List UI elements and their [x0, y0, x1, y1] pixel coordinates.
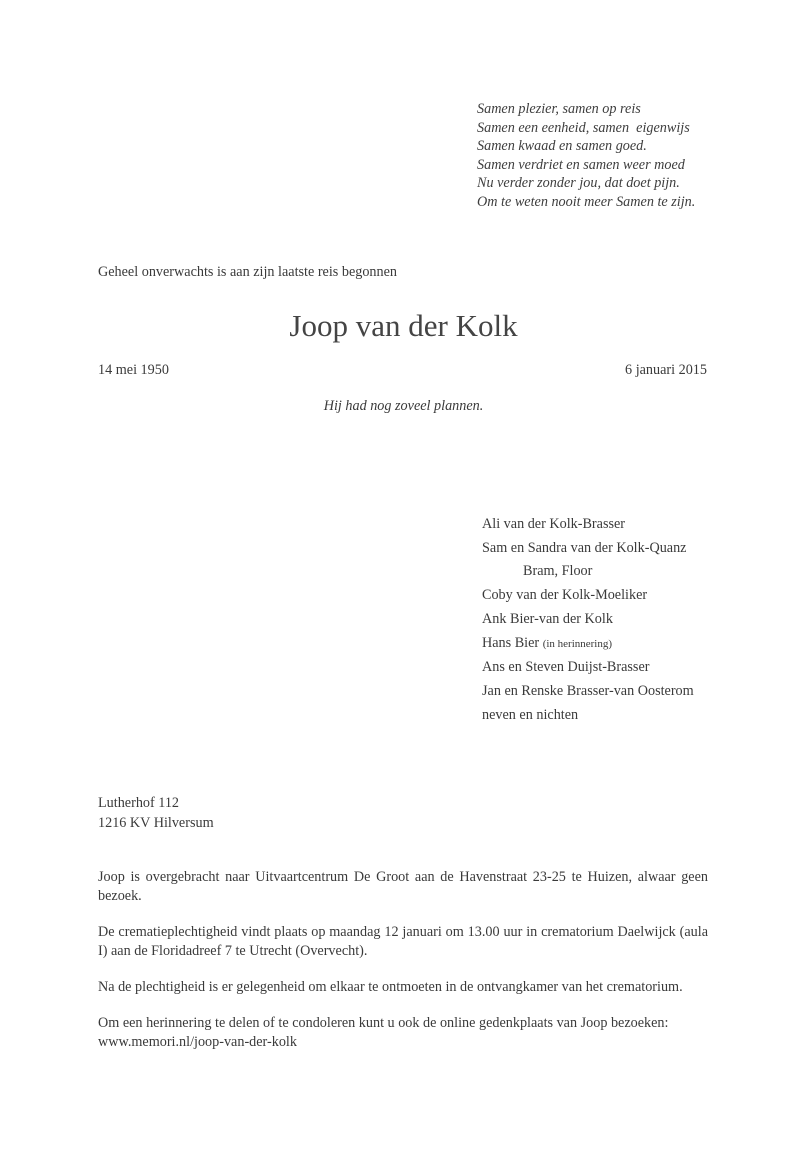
condolence-text: Om een herinnering te delen of te condoleren kunt u ook de online gedenkplaats van Joop bezoeken: [98, 1015, 669, 1031]
family-member: Ans en Steven Duijst-Brasser [482, 659, 650, 676]
family-member: Sam en Sandra van der Kolk-Quanz [482, 539, 687, 556]
family-member: Ank Bier-van der Kolk [482, 610, 613, 627]
deceased-name: Joop van der Kolk [289, 308, 518, 343]
family-member-name: Hans Bier [482, 634, 540, 651]
address-block [98, 794, 214, 833]
family-member: Jan en Renske Brasser-van Oosterom [482, 682, 694, 699]
paragraph-ceremony: De crematieplechtigheid vindt plaats op maandag 12 januari om 13.00 uur in crematorium Daelwijck (aula I) aan de Floridadreef 7 te Utrecht (Overvecht). [98, 924, 708, 959]
poem-line: Samen plezier, samen op reis [477, 101, 641, 117]
family-member: neven en nichten [482, 706, 579, 723]
memorial-link[interactable]: www.memori.nl/joop-van-der-kolk [98, 1033, 297, 1050]
poem [477, 100, 777, 211]
birth-date: 14 mei 1950 [98, 362, 169, 378]
family-member [482, 632, 782, 657]
address-street: Lutherhof 112 [98, 795, 180, 811]
poem-line: Samen kwaad en samen goed. [477, 138, 647, 154]
intro-text: Geheel onverwachts is aan zijn laatste reis begonnen [98, 264, 398, 280]
poem-line: Om te weten nooit meer Samen te zijn. [477, 193, 696, 210]
family-member: Bram, Floor [523, 563, 593, 580]
paragraph-gathering: Na de plechtigheid is er gelegenheid om elkaar te ontmoeten in de ontvangkamer van het crematorium. [98, 979, 683, 995]
death-date: 6 januari 2015 [625, 362, 707, 378]
family-list [482, 513, 782, 727]
paragraph-transfer: Joop is overgebracht naar Uitvaartcentrum De Groot aan de Havenstraat 23-25 te Huizen, alwaar geen bezoek. [98, 869, 708, 904]
poem-line: Nu verder zonder jou, dat doet pijn. [477, 175, 680, 191]
tagline: Hij had nog zoveel plannen. [323, 398, 484, 414]
family-member: Coby van der Kolk-Moeliker [482, 587, 648, 604]
poem-line: Samen verdriet en samen weer moed [477, 156, 685, 173]
poem-line: Samen een eenheid, samen eigenwijs [477, 119, 690, 136]
family-member: Ali van der Kolk-Brasser [482, 516, 626, 532]
paragraph-condolence [98, 1014, 708, 1051]
address-city: 1216 KV Hilversum [98, 814, 214, 831]
in-memory-note: (in herinnering) [542, 637, 613, 650]
